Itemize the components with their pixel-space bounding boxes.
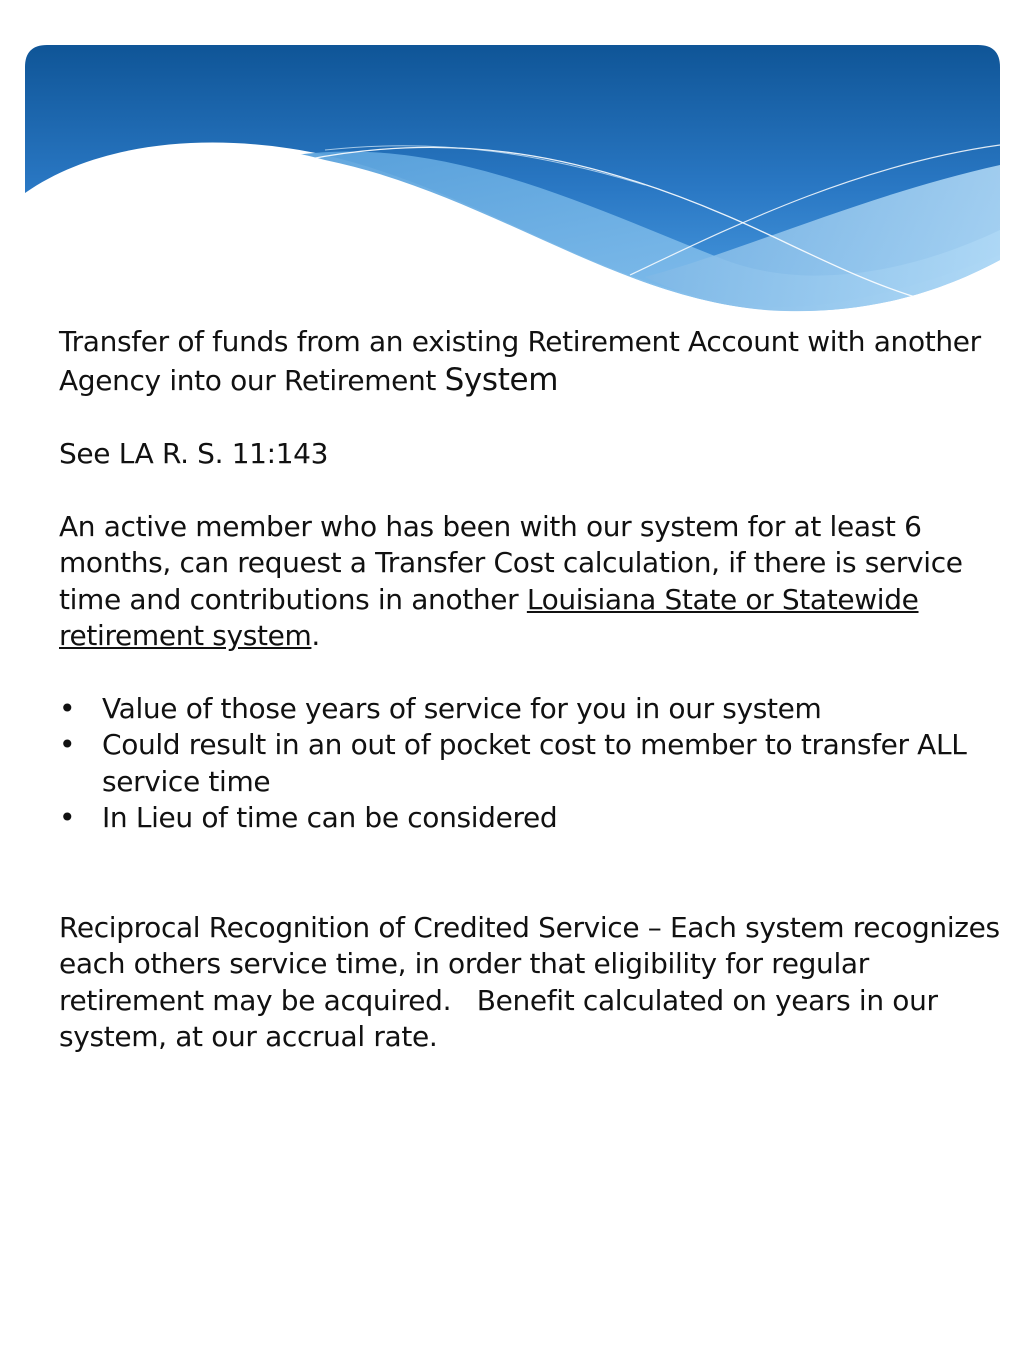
slide-title-main: Transfer of funds from an existing Retirement Account with another Agency into our Retirement	[59, 325, 981, 397]
retirement-system-link[interactable]: Louisiana State or Statewide retirement system	[59, 582, 919, 652]
slide-title	[59, 322, 1004, 400]
list-item	[59, 727, 1004, 800]
bullet-text: Value of those years of service for you in our system	[102, 691, 822, 725]
intro-end: .	[311, 619, 320, 652]
statute-reference: See LA R. S. 11:143	[59, 437, 329, 470]
intro-text: An active member who has been with our system for at least 6 months, can request a Transfer Cost calculation, if there is service time and contributions in another	[59, 509, 963, 616]
bullet-text: Could result in an out of pocket cost to member to transfer ALL service time	[102, 728, 967, 798]
slide-body	[59, 322, 1004, 1056]
intro-paragraph	[59, 509, 1004, 655]
bullet-list	[59, 691, 1004, 837]
bullet-icon: •	[59, 691, 76, 725]
list-item	[59, 691, 1004, 728]
bullet-text: In Lieu of time can be considered	[102, 801, 558, 834]
list-item	[59, 800, 1004, 837]
bullet-icon: •	[59, 801, 76, 834]
bullet-icon: •	[59, 728, 76, 761]
reciprocal-paragraph: Reciprocal Recognition of Credited Service – Each system recognizes each others service time, in order that eligibility for regular retirement may be acquired. Benefit calculated on years in our system, at our accrual rate.	[59, 910, 1000, 1053]
slide-title-emphasis: System	[444, 362, 559, 398]
header-wave-banner	[25, 45, 1000, 315]
